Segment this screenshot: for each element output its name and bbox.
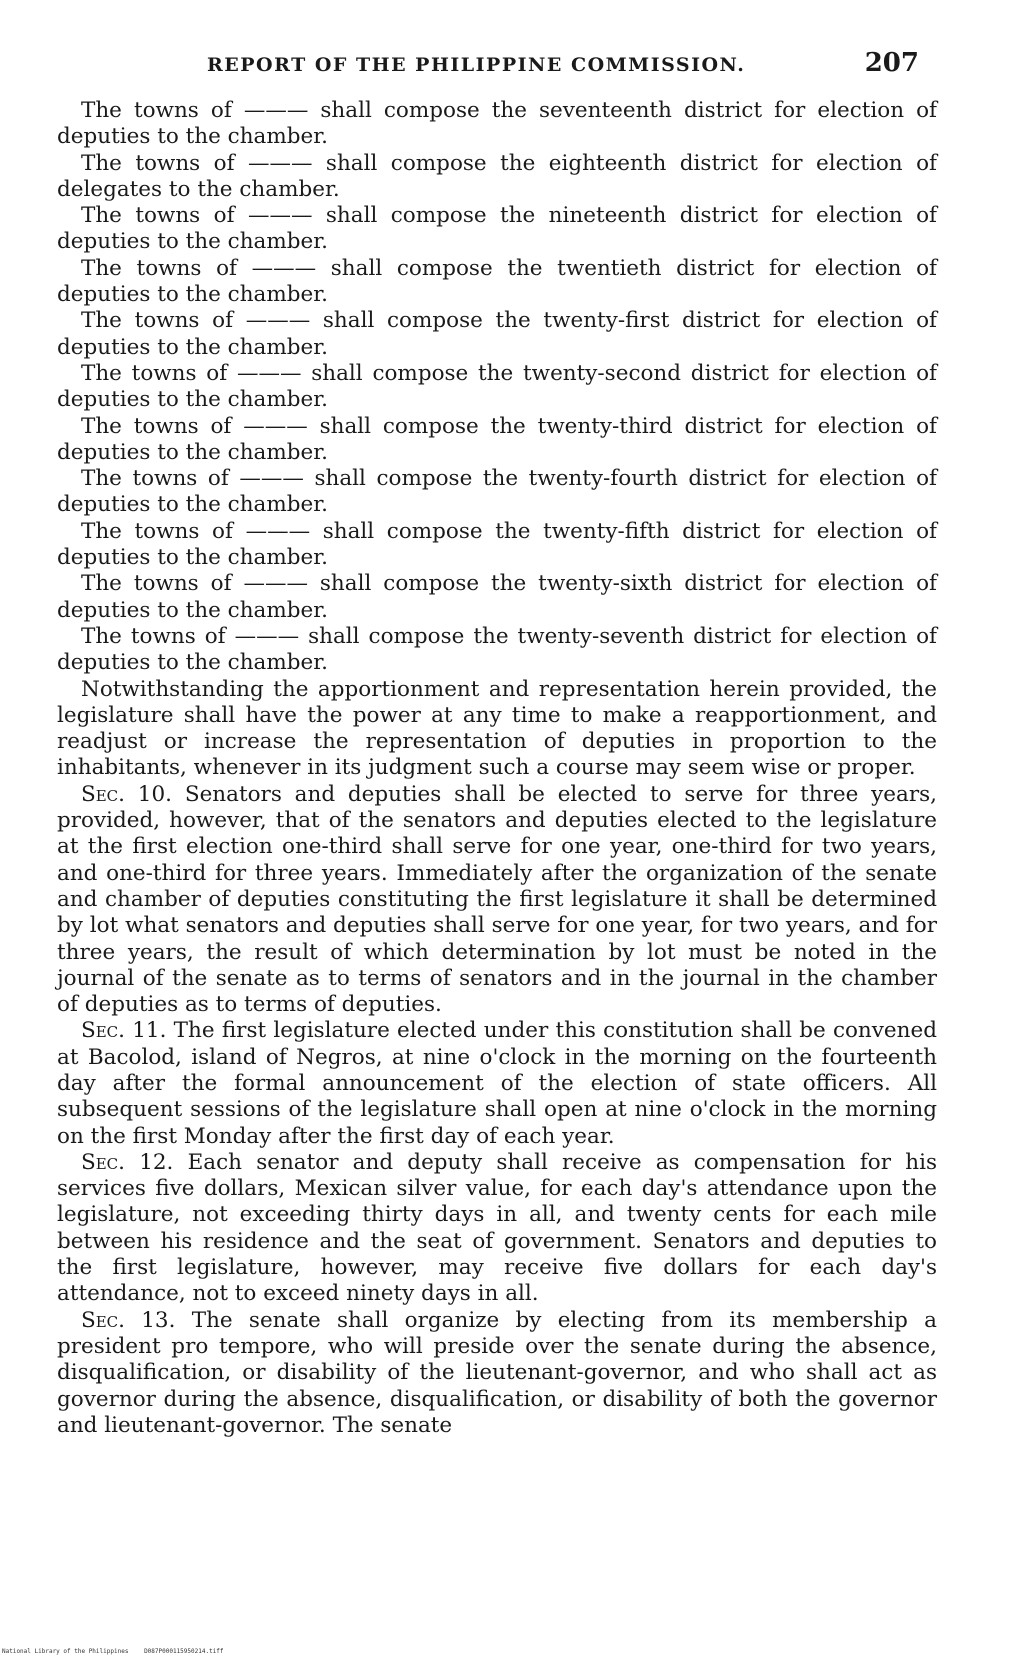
paragraph-district-20 (57, 256, 937, 309)
footer-library: National Library of the Philippines (2, 1648, 129, 1655)
paragraph-text: The senate shall organize by electing from its membership a president pro tempore, who will preside over the senate during the absence, disqualification, or disability of the lieutenant-governor, and who shall act as governor during the absence, disqualification, or disability of both the governor and lieutenant-governor. The senate (57, 1307, 937, 1438)
paragraph-text: Notwithstanding the apportionment and representation herein provided, the legislature shall have the power at any time to make a reapportionment, and readjust or increase the representation of deputies in proportion to the inhabitants, whenever in its judgment such a course may seem wise or proper. (57, 676, 937, 781)
paragraph-district-17 (57, 98, 937, 151)
paragraph-text: Each senator and deputy shall receive as compensation for his services five dollars, Mexican silver value, for each day's attendance upon the legislature, not exceeding thirty days in all, and twenty cents for each mile between his residence and the seat of government. Senators and deputies to the first legislature, however, may receive five dollars for each day's attendance, not to exceed ninety days in all. (57, 1149, 937, 1307)
paragraph-district-26 (57, 571, 937, 624)
paragraph-text: The towns of ——— shall compose the twentieth district for election of deputies to the chamber. (57, 255, 937, 308)
section-label: Sec. 12. (81, 1149, 174, 1175)
document-page (57, 48, 937, 1439)
section-11 (57, 1018, 937, 1149)
paragraph-district-19 (57, 203, 937, 256)
paragraph-district-25 (57, 519, 937, 572)
section-label: Sec. 13. (81, 1307, 176, 1333)
scan-footer (2, 1648, 236, 1655)
paragraph-text: The first legislature elected under this constitution shall be convened at Bacolod, island of Negros, at nine o'clock in the morning on the fourteenth day after the formal announcement of the election of state officers. All subsequent sessions of the legislature shall open at nine o'clock in the morning on the first Monday after the first day of each year. (57, 1018, 937, 1149)
body-text (57, 98, 937, 1439)
paragraph-text: The towns of ——— shall compose the twenty-third district for election of deputies to the chamber. (57, 413, 937, 465)
paragraph-text: The towns of ——— shall compose the seventeenth district for election of deputies to the chamber. (57, 98, 937, 150)
section-12 (57, 1150, 937, 1308)
paragraph-text: The towns of ——— shall compose the twenty-fifth district for election of deputies to the chamber. (57, 518, 937, 571)
paragraph-text: The towns of ——— shall compose the eighteenth district for election of delegates to the chamber. (57, 150, 937, 202)
paragraph-district-18 (57, 151, 937, 204)
paragraph-district-22 (57, 361, 937, 414)
paragraph-text: The towns of ——— shall compose the twenty-seventh district for election of deputies to the chamber. (57, 623, 937, 676)
section-13 (57, 1308, 937, 1439)
running-head: REPORT OF THE PHILIPPINE COMMISSION. (207, 54, 746, 76)
section-label: Sec. 11. (81, 1018, 167, 1044)
footer-file: D087P000115950214.tiff (144, 1648, 224, 1655)
paragraph-text: The towns of ——— shall compose the twenty-sixth district for election of deputies to the chamber. (57, 571, 937, 623)
page-number: 207 (864, 48, 919, 78)
paragraph-text: Senators and deputies shall be elected to serve for three years, provided, however, that of the senators and deputies elected to the legislature at the first election one-third shall serve for one year, one-third for two years, and one-third for three years. Immediately after the organization of the senate and chamber of deputies constituting the first legislature it shall be determined by lot what senators and deputies shall serve for one year, for two years, and for three years, the result of which determination by lot must be noted in the journal of the senate as to terms of senators and in the journal in the chamber of deputies as to terms of deputies. (57, 781, 937, 1018)
paragraph-district-21 (57, 308, 937, 361)
section-label: Sec. 10. (81, 781, 173, 807)
page-header (57, 48, 937, 88)
paragraph-reapportionment (57, 677, 937, 782)
paragraph-text: The towns of ——— shall compose the twenty-fourth district for election of deputies to the chamber. (57, 466, 937, 518)
paragraph-district-23 (57, 414, 937, 467)
paragraph-district-27 (57, 624, 937, 677)
section-10 (57, 782, 937, 1019)
paragraph-text: The towns of ——— shall compose the twenty-first district for election of deputies to the chamber. (57, 308, 937, 360)
paragraph-text: The towns of ——— shall compose the nineteenth district for election of deputies to the chamber. (57, 203, 937, 255)
paragraph-district-24 (57, 466, 937, 519)
paragraph-text: The towns of ——— shall compose the twenty-second district for election of deputies to the chamber. (57, 360, 937, 413)
